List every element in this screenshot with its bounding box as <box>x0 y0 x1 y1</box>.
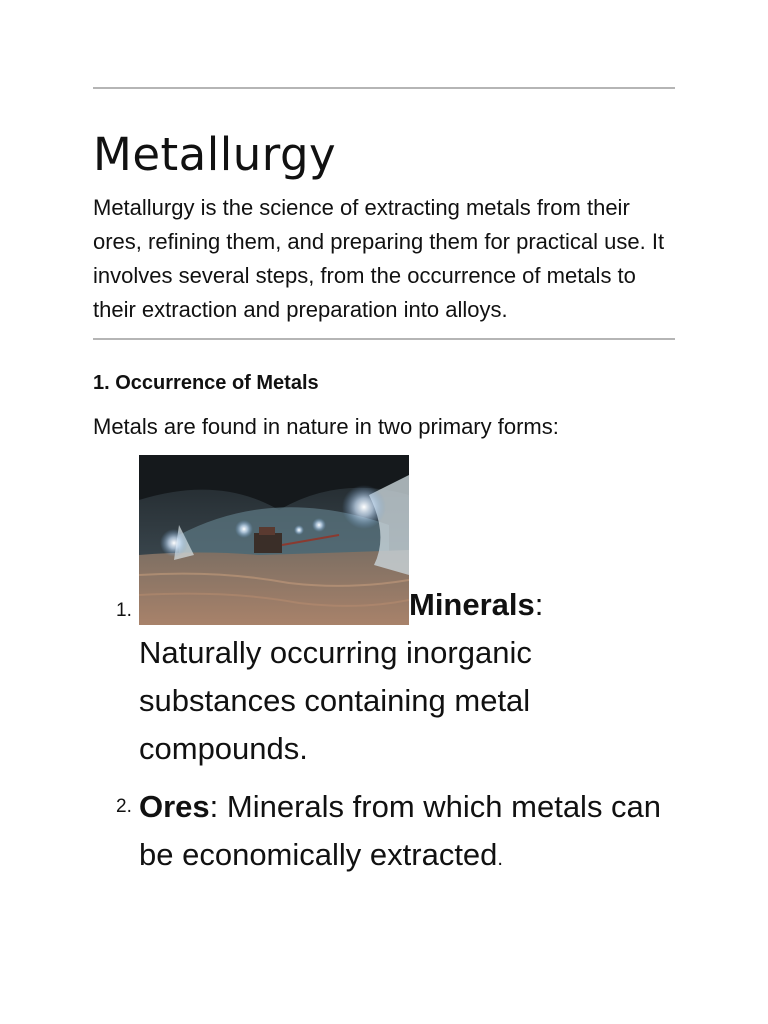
document-page <box>93 0 675 883</box>
item-description: Naturally occurring inorganic substances containing metal compounds. <box>139 635 532 766</box>
section-divider <box>93 338 675 340</box>
top-divider <box>93 87 675 89</box>
page-title: Metallurgy <box>93 128 337 181</box>
item-separator: : <box>209 789 227 824</box>
item-period: . <box>497 848 503 870</box>
item-description: Minerals from which metals can be economically extracted <box>139 789 662 872</box>
section-heading: 1. Occurrence of Metals <box>93 372 319 394</box>
item-term: Minerals <box>409 587 535 622</box>
intro-paragraph: Metallurgy is the science of extracting metals from their ores, refining them, and preparing them for practical use. It involves several steps, from the occurrence of metals to their extraction and preparation into alloys. <box>93 195 665 322</box>
item-term: Ores <box>139 789 210 824</box>
item-separator: : <box>534 587 544 622</box>
section-lead: Metals are found in nature in two primary forms: <box>93 414 559 439</box>
forms-list <box>93 455 675 883</box>
list-number: 1. <box>116 600 132 621</box>
mine-tunnel-image <box>139 455 409 625</box>
list-item <box>93 455 675 773</box>
list-item <box>93 783 675 883</box>
list-number: 2. <box>116 796 132 817</box>
